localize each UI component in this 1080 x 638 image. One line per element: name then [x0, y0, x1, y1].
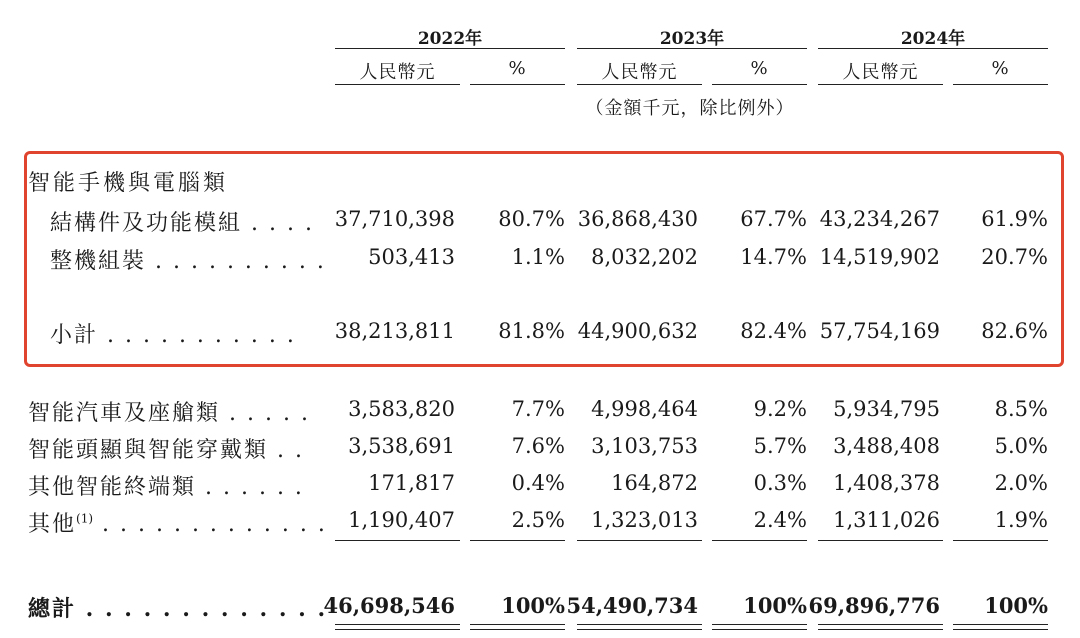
value-2022-pct: 1.1% — [511, 245, 565, 269]
value-2023-rmb: 44,900,632 — [577, 319, 698, 343]
value-2023-rmb: 8,032,202 — [591, 245, 698, 269]
value-2023-pct: 9.2% — [753, 397, 807, 421]
value-2024-pct: 1.9% — [994, 508, 1048, 532]
value-2022-pct: 2.5% — [511, 508, 565, 532]
subtotal-rule — [335, 540, 460, 541]
table-row — [0, 244, 1080, 274]
value-2023-rmb: 4,998,464 — [591, 397, 698, 421]
subtotal-rule — [577, 540, 702, 541]
table-row — [0, 433, 1080, 463]
value-2023-pct: 82.4% — [740, 319, 807, 343]
value-2022-rmb: 1,190,407 — [348, 508, 455, 532]
total-double-rule — [335, 624, 460, 630]
total-double-rule — [470, 624, 565, 630]
value-2023-pct: 2.4% — [753, 508, 807, 532]
value-2024-rmb: 1,311,026 — [833, 508, 940, 532]
row-label — [28, 507, 328, 538]
table-row — [0, 507, 1080, 537]
year-header-2023: 2023年 — [659, 29, 725, 49]
table-row — [0, 206, 1080, 236]
year-header-2024: 2024年 — [900, 29, 966, 49]
row-label: 小計 . . . . . . . . . . . — [50, 323, 296, 348]
row-label: 智能汽車及座艙類 . . . . . — [28, 401, 310, 426]
total-2022-pct: 100% — [501, 593, 565, 618]
value-2023-rmb: 164,872 — [611, 471, 698, 495]
row-label: 其他智能終端類 . . . . . . — [28, 475, 304, 500]
table-row — [0, 396, 1080, 426]
total-2024-rmb: 69,896,776 — [808, 593, 940, 618]
value-2023-rmb: 1,323,013 — [591, 508, 698, 532]
value-2022-rmb: 503,413 — [368, 245, 455, 269]
value-2024-rmb: 14,519,902 — [819, 245, 940, 269]
value-2024-rmb: 43,234,267 — [819, 207, 940, 231]
total-label: 總計 . . . . . . . . . . . . . — [28, 596, 328, 622]
group-title: 智能手機與電腦類 — [28, 171, 229, 196]
subtotal-rule — [712, 540, 807, 541]
subtotal-rule — [470, 540, 565, 541]
value-2022-rmb: 171,817 — [368, 471, 455, 495]
row-label-dots: . . . . . . . . . . . . . — [93, 512, 327, 537]
value-2024-rmb: 5,934,795 — [833, 397, 940, 421]
value-2022-rmb: 3,583,820 — [348, 397, 455, 421]
value-2023-pct: 14.7% — [740, 245, 807, 269]
value-2024-pct: 8.5% — [994, 397, 1048, 421]
total-2023-rmb: 54,490,734 — [566, 593, 698, 618]
value-2024-pct: 20.7% — [981, 245, 1048, 269]
value-2022-rmb: 37,710,398 — [334, 207, 455, 231]
value-2022-pct: 7.6% — [511, 434, 565, 458]
total-double-rule — [818, 624, 943, 630]
subtotal-row — [0, 318, 1080, 348]
value-2022-pct: 80.7% — [498, 207, 565, 231]
value-2023-rmb: 3,103,753 — [591, 434, 698, 458]
value-2024-rmb: 1,408,378 — [833, 471, 940, 495]
total-2022-rmb: 46,698,546 — [323, 593, 455, 618]
col-header-rmb: 人民幣元 — [359, 62, 436, 83]
row-label-text: 其他 — [28, 512, 77, 537]
col-header-pct: % — [508, 58, 527, 79]
sub-rule — [577, 84, 702, 85]
row-label: 智能頭顯與智能穿戴類 . . — [28, 438, 304, 463]
total-row — [0, 592, 1080, 622]
value-2023-pct: 67.7% — [740, 207, 807, 231]
year-rule — [335, 48, 565, 49]
value-2023-pct: 0.3% — [753, 471, 807, 495]
table-row — [0, 470, 1080, 500]
value-2024-pct: 5.0% — [994, 434, 1048, 458]
footnote-marker: (1) — [76, 511, 94, 526]
sub-rule — [335, 84, 460, 85]
value-2022-rmb: 3,538,691 — [348, 434, 455, 458]
total-double-rule — [953, 624, 1048, 630]
total-double-rule — [712, 624, 807, 630]
sub-rule — [712, 84, 807, 85]
total-double-rule — [577, 624, 702, 630]
year-header-2022: 2022年 — [417, 29, 483, 49]
value-2024-rmb: 3,488,408 — [833, 434, 940, 458]
subtotal-rule — [818, 540, 943, 541]
value-2023-pct: 5.7% — [753, 434, 807, 458]
col-header-pct: % — [750, 58, 769, 79]
year-rule — [818, 48, 1048, 49]
year-rule — [577, 48, 807, 49]
subtotal-rule — [953, 540, 1048, 541]
col-header-pct: % — [991, 58, 1010, 79]
row-label: 結構件及功能模組 . . . . — [50, 211, 314, 236]
total-2023-pct: 100% — [743, 593, 807, 618]
value-2024-rmb: 57,754,169 — [819, 319, 940, 343]
value-2022-rmb: 38,213,811 — [334, 319, 455, 343]
value-2023-rmb: 36,868,430 — [577, 207, 698, 231]
value-2024-pct: 2.0% — [994, 471, 1048, 495]
value-2024-pct: 82.6% — [981, 319, 1048, 343]
sub-rule — [953, 84, 1048, 85]
value-2024-pct: 61.9% — [981, 207, 1048, 231]
value-2022-pct: 7.7% — [511, 397, 565, 421]
total-2024-pct: 100% — [984, 593, 1048, 618]
value-2022-pct: 81.8% — [498, 319, 565, 343]
sub-rule — [818, 84, 943, 85]
sub-rule — [470, 84, 565, 85]
col-header-rmb: 人民幣元 — [601, 62, 678, 83]
amount-note: （金額千元，除比例外） — [585, 98, 795, 119]
value-2022-pct: 0.4% — [511, 471, 565, 495]
col-header-rmb: 人民幣元 — [842, 62, 919, 83]
row-label: 整機組裝 . . . . . . . . . . — [50, 249, 326, 274]
